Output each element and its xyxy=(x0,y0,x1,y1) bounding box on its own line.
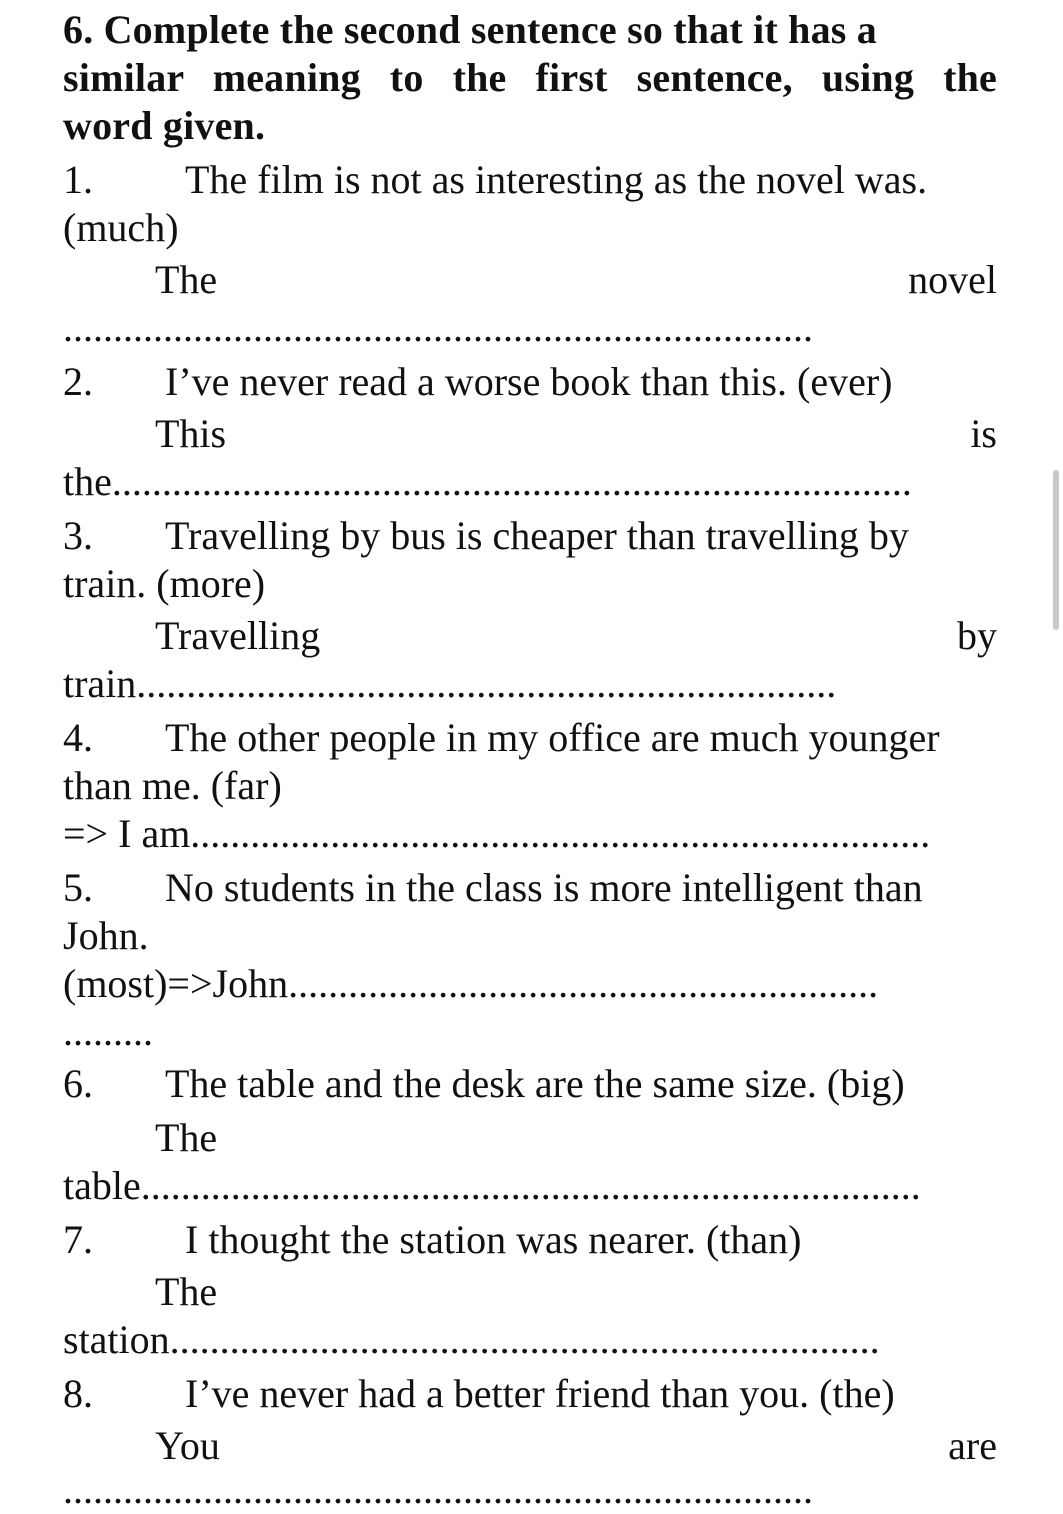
item-number: 7. xyxy=(63,1217,93,1262)
item-7-start-line xyxy=(63,1268,997,1316)
item-6-answer-blank[interactable]: table.............................................................................. xyxy=(63,1163,921,1208)
item-3-start-left: Travelling xyxy=(155,613,321,658)
item-8-answer-blank[interactable]: ........................................................................... xyxy=(63,1467,813,1512)
item-number: 1. xyxy=(63,157,93,202)
scrollbar-thumb[interactable] xyxy=(1053,470,1059,630)
item-8-prompt xyxy=(63,1370,997,1418)
item-2-start-right: is xyxy=(970,411,997,456)
item-6-start-line xyxy=(63,1114,997,1162)
item-2-prompt xyxy=(63,358,997,406)
item-8-start-line xyxy=(63,1422,997,1470)
item-7-answer-blank[interactable]: station....................................................................... xyxy=(63,1317,880,1362)
heading-line-2: similar meaning to the first sentence, using the xyxy=(63,55,997,100)
item-number: 4. xyxy=(63,715,93,760)
item-1-prompt xyxy=(63,156,997,204)
item-1-sentence: The film is not as interesting as the novel was. xyxy=(185,157,928,202)
item-7-start-left: The xyxy=(155,1269,218,1314)
item-3-answer-blank[interactable]: train...................................................................... xyxy=(63,661,837,706)
item-5-sentence: No students in the class is more intelligent than xyxy=(165,865,923,910)
item-7-prompt xyxy=(63,1216,997,1264)
item-8-sentence: I’ve never had a better friend than you. (the) xyxy=(185,1371,895,1416)
item-5-prompt-cont: John. xyxy=(63,913,149,958)
item-3-prompt xyxy=(63,512,997,560)
item-5-prompt xyxy=(63,864,997,912)
item-6-prompt xyxy=(63,1060,997,1108)
item-3-start-line xyxy=(63,612,997,660)
item-4-prompt xyxy=(63,714,997,762)
item-2-sentence: I’ve never read a worse book than this. (ever) xyxy=(165,359,893,404)
item-3-sentence: Travelling by bus is cheaper than travelling by xyxy=(165,513,909,558)
item-5-answer-blank[interactable]: (most)=>John........................................................... xyxy=(63,961,879,1006)
item-2-answer-blank[interactable]: the................................................................................ xyxy=(63,459,912,504)
item-1-prompt-cont: (much) xyxy=(63,205,179,250)
item-number: 2. xyxy=(63,359,93,404)
item-3-start-right: by xyxy=(957,613,997,658)
item-4-answer-blank[interactable]: => I am.......................................................................... xyxy=(63,811,931,856)
item-1-answer-blank[interactable]: ........................................................................... xyxy=(63,305,813,350)
item-number: 8. xyxy=(63,1371,93,1416)
item-2-start-left: This xyxy=(155,411,227,456)
heading-line-1 xyxy=(63,6,997,54)
heading-line-3: word given. xyxy=(63,103,266,148)
item-5-answer-blank-cont[interactable]: ......... xyxy=(63,1009,153,1054)
item-1-start-right: novel xyxy=(908,257,997,302)
item-8-start-right: are xyxy=(948,1423,997,1468)
item-2-start-line xyxy=(63,410,997,458)
item-4-sentence: The other people in my office are much younger xyxy=(165,715,940,760)
item-7-sentence: I thought the station was nearer. (than) xyxy=(185,1217,802,1262)
item-8-start-left: You xyxy=(155,1423,220,1468)
item-3-prompt-cont: train. (more) xyxy=(63,561,266,606)
item-number: 6. xyxy=(63,1061,93,1106)
item-1-start-line xyxy=(63,256,997,304)
item-1-start-left: The xyxy=(155,257,218,302)
heading-text-1: 6. Complete the second sentence so that it has a xyxy=(63,7,877,52)
item-number: 3. xyxy=(63,513,93,558)
item-4-prompt-cont: than me. (far) xyxy=(63,763,282,808)
item-number: 5. xyxy=(63,865,93,910)
item-6-start-left: The xyxy=(155,1115,218,1160)
item-6-sentence: The table and the desk are the same size. (big) xyxy=(165,1061,905,1106)
